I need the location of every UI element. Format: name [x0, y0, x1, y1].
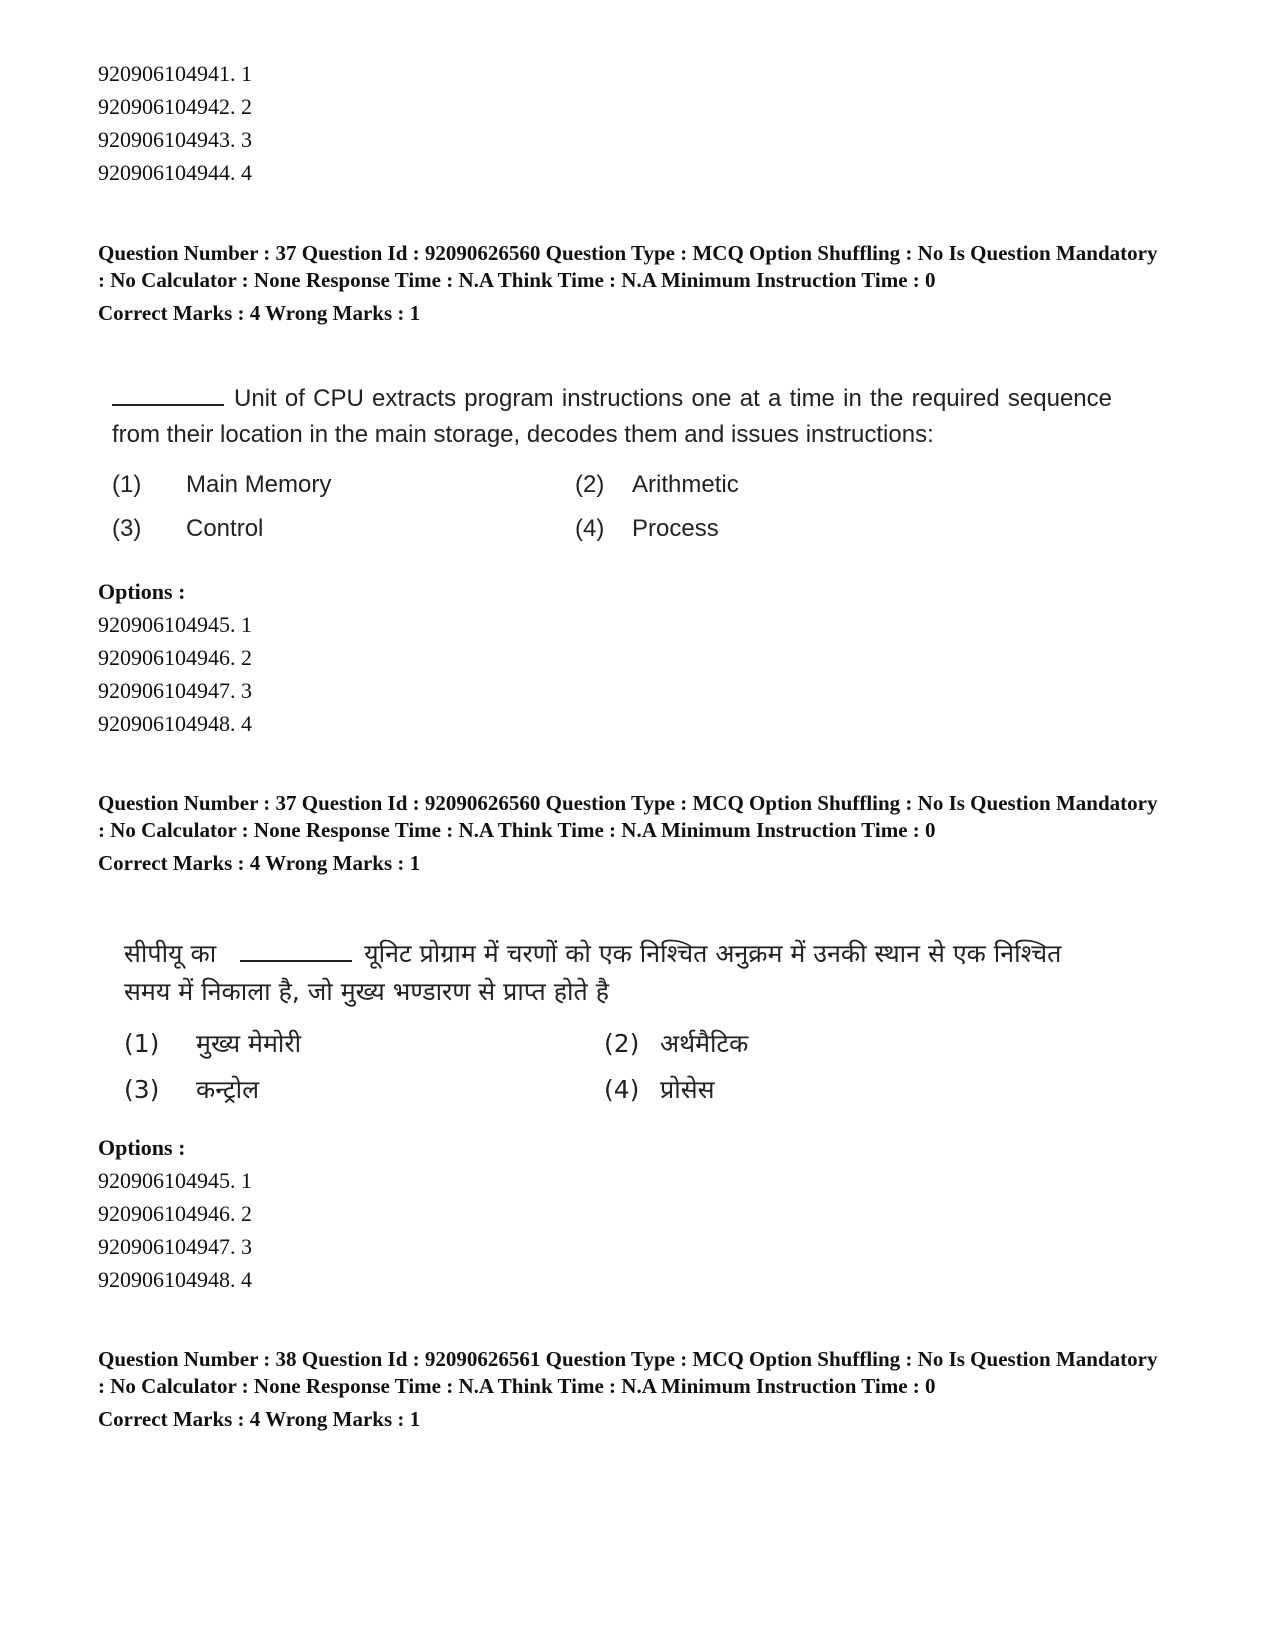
choice-3 — [124, 1071, 259, 1109]
q37-hi-options — [98, 1131, 252, 1296]
question-text — [124, 935, 1114, 1011]
fill-blank — [240, 938, 352, 962]
option-line: 920906104946. 2 — [98, 1201, 252, 1226]
choice-number: (3) — [112, 515, 142, 542]
choice-text: Control — [186, 515, 264, 542]
option-line: 920906104945. 1 — [98, 612, 252, 637]
choice-2 — [575, 471, 739, 499]
option-line: 920906104946. 2 — [98, 645, 252, 670]
option-line: 920906104948. 4 — [98, 711, 252, 736]
q37-en-options — [98, 575, 252, 740]
choice-4 — [604, 1071, 715, 1109]
choice-number: (2) — [604, 1029, 640, 1058]
question-text-content: Unit of CPU extracts program instructions one at a time in the required sequence from their location in the main storage, decodes them and issues instructions: — [112, 385, 1112, 448]
question-marks: Correct Marks : 4 Wrong Marks : 1 — [98, 1407, 421, 1431]
fill-blank — [112, 382, 224, 406]
option-line: 920906104943. 3 — [98, 127, 252, 152]
choice-4 — [575, 515, 719, 543]
answer-choices — [112, 471, 1112, 563]
option-line: 920906104945. 1 — [98, 1168, 252, 1193]
option-line: 920906104941. 1 — [98, 61, 252, 86]
question-marks: Correct Marks : 4 Wrong Marks : 1 — [98, 851, 421, 875]
question-meta: Question Number : 37 Question Id : 92090626560 Question Type : MCQ Option Shuffling : No Is Question Mandatory : No Calculator : None Response Time : N.A Think Time : N.A Minimum Instruction Time : 0 — [98, 241, 1158, 292]
option-line: 920906104947. 3 — [98, 678, 252, 703]
choice-number: (3) — [124, 1075, 160, 1104]
question-meta: Question Number : 37 Question Id : 92090626560 Question Type : MCQ Option Shuffling : No Is Question Mandatory : No Calculator : None Response Time : N.A Think Time : N.A Minimum Instruction Time : 0 — [98, 791, 1158, 842]
choice-number: (4) — [575, 515, 605, 542]
choice-text: Arithmetic — [632, 471, 739, 498]
choice-text: कन्ट्रोल — [196, 1075, 260, 1104]
option-line: 920906104944. 4 — [98, 160, 252, 185]
option-line: 920906104942. 2 — [98, 94, 252, 119]
choice-text: मुख्य मेमोरी — [196, 1029, 302, 1058]
question-text-content: यूनिट प्रोग्राम में चरणों को एक निश्चित अनुक्रम में उनकी स्थान से एक निश्चित समय में निकाला है, जो मुख्य भण्डारण से प्राप्त होते है — [124, 939, 1062, 1006]
choice-text: प्रोसेस — [660, 1075, 715, 1104]
question-marks: Correct Marks : 4 Wrong Marks : 1 — [98, 301, 421, 325]
question-prefix: सीपीयू का — [124, 939, 217, 968]
answer-choices — [124, 1025, 1114, 1117]
choice-2 — [604, 1025, 748, 1063]
choice-number: (2) — [575, 471, 605, 498]
q37-en-header — [98, 240, 1158, 327]
options-label: Options : — [98, 1135, 186, 1160]
choice-1 — [112, 471, 331, 499]
choice-text: अर्थमैटिक — [660, 1029, 749, 1058]
choice-1 — [124, 1025, 301, 1063]
q38-header — [98, 1346, 1158, 1433]
choice-number: (1) — [124, 1029, 160, 1058]
question-meta: Question Number : 38 Question Id : 92090626561 Question Type : MCQ Option Shuffling : No Is Question Mandatory : No Calculator : None Response Time : N.A Think Time : N.A Minimum Instruction Time : 0 — [98, 1347, 1158, 1398]
option-line: 920906104947. 3 — [98, 1234, 252, 1259]
options-label: Options : — [98, 579, 186, 604]
choice-number: (1) — [112, 471, 142, 498]
previous-question-options — [98, 57, 252, 189]
choice-number: (4) — [604, 1075, 640, 1104]
choice-text: Process — [632, 515, 719, 542]
option-line: 920906104948. 4 — [98, 1267, 252, 1292]
q37-en-question-body — [112, 381, 1112, 563]
choice-3 — [112, 515, 263, 543]
q37-hi-question-body — [124, 935, 1114, 1117]
question-text — [112, 381, 1112, 453]
q37-hi-header — [98, 790, 1158, 877]
choice-text: Main Memory — [186, 471, 332, 498]
